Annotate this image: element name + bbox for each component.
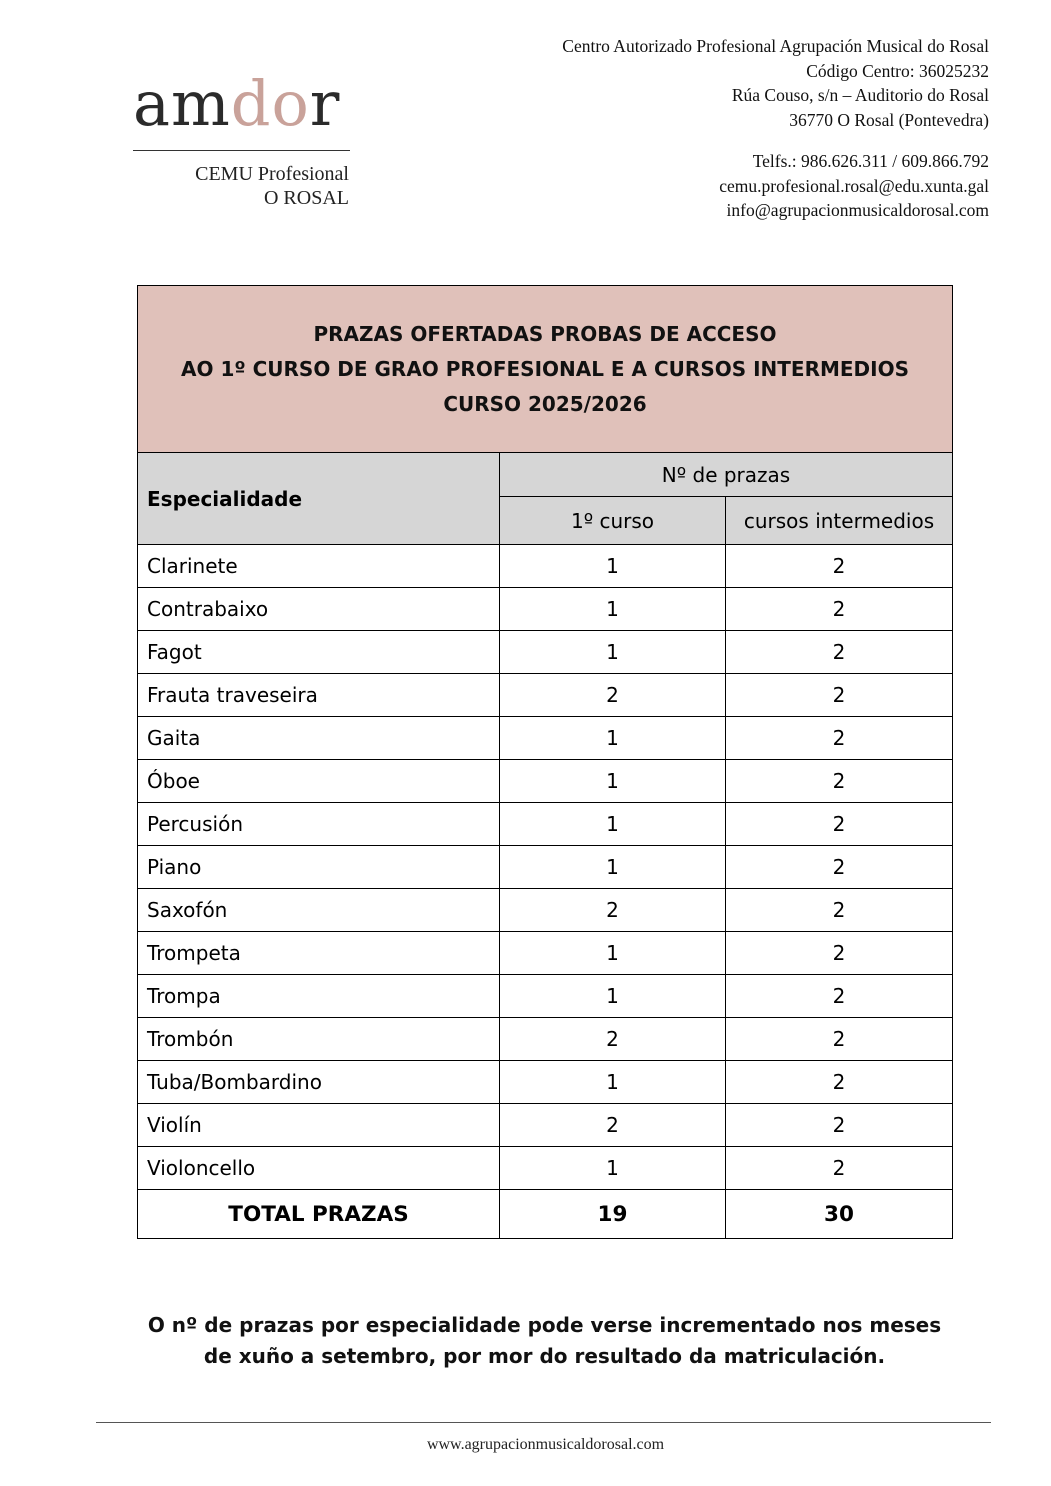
cell-intermediate: 2	[726, 975, 953, 1018]
table-row	[138, 975, 953, 1018]
column-header-first-course: 1º curso	[500, 497, 726, 545]
note	[137, 1310, 952, 1372]
cell-intermediate: 2	[726, 1018, 953, 1061]
column-header-specialty: Especialidade	[138, 453, 500, 545]
table-row	[138, 760, 953, 803]
cell-intermediate: 2	[726, 588, 953, 631]
cell-intermediate: 2	[726, 717, 953, 760]
total-intermediate: 30	[726, 1190, 953, 1239]
table-title-line3: CURSO 2025/2026	[443, 391, 647, 416]
address-line3: Rúa Couso, s/n – Auditorio do Rosal	[731, 85, 989, 105]
column-header-places: Nº de prazas	[500, 453, 953, 497]
footer-divider	[96, 1422, 991, 1423]
cell-intermediate: 2	[726, 760, 953, 803]
cell-specialty: Tuba/Bombardino	[138, 1061, 500, 1104]
cell-specialty: Contrabaixo	[138, 588, 500, 631]
cell-specialty: Trombón	[138, 1018, 500, 1061]
table-title	[138, 286, 953, 453]
table-row	[138, 1147, 953, 1190]
cell-intermediate: 2	[726, 803, 953, 846]
cell-intermediate: 2	[726, 674, 953, 717]
address-phones: Telfs.: 986.626.311 / 609.866.792	[752, 151, 989, 171]
cell-first-course: 1	[500, 1147, 726, 1190]
total-label: TOTAL PRAZAS	[138, 1190, 500, 1239]
cell-specialty: Clarinete	[138, 545, 500, 588]
cell-first-course: 1	[500, 975, 726, 1018]
address-email1: cemu.profesional.rosal@edu.xunta.gal	[719, 175, 989, 196]
cell-first-course: 1	[500, 588, 726, 631]
table-row	[138, 889, 953, 932]
note-line1: O nº de prazas por especialidade pode verse incrementado nos meses	[147, 1313, 942, 1337]
cell-intermediate: 2	[726, 846, 953, 889]
table-row	[138, 717, 953, 760]
cell-intermediate: 2	[726, 545, 953, 588]
cell-specialty: Saxofón	[138, 889, 500, 932]
total-first-course: 19	[500, 1190, 726, 1239]
logo-wordmark	[133, 68, 363, 140]
cell-specialty: Piano	[138, 846, 500, 889]
logo-word-accent: do	[230, 67, 310, 140]
cell-intermediate: 2	[726, 631, 953, 674]
cell-specialty: Trompa	[138, 975, 500, 1018]
cell-intermediate: 2	[726, 1104, 953, 1147]
cell-first-course: 1	[500, 717, 726, 760]
table-title-line1: PRAZAS OFERTADAS PROBAS DE ACCESO	[313, 321, 777, 346]
table-total-row	[138, 1190, 953, 1239]
cell-intermediate: 2	[726, 1061, 953, 1104]
cell-first-course: 1	[500, 846, 726, 889]
logo-subtitle-line1: CEMU Profesional	[195, 163, 349, 185]
table-row	[138, 932, 953, 975]
cell-specialty: Fagot	[138, 631, 500, 674]
cell-specialty: Gaita	[138, 717, 500, 760]
table-row	[138, 803, 953, 846]
cell-first-course: 2	[500, 674, 726, 717]
cell-first-course: 1	[500, 545, 726, 588]
column-header-intermediate: cursos intermedios	[726, 497, 953, 545]
cell-intermediate: 2	[726, 889, 953, 932]
cell-intermediate: 2	[726, 932, 953, 975]
table-title-row	[138, 286, 953, 453]
table-row	[138, 1018, 953, 1061]
address-line4: 36770 O Rosal (Pontevedra)	[789, 109, 989, 130]
table-row	[138, 631, 953, 674]
cell-specialty: Frauta traveseira	[138, 674, 500, 717]
cell-first-course: 1	[500, 932, 726, 975]
table-title-line2: AO 1º CURSO DE GRAO PROFESIONAL E A CURSOS INTERMEDIOS	[181, 356, 909, 381]
cell-specialty: Óboe	[138, 760, 500, 803]
cell-first-course: 1	[500, 803, 726, 846]
cell-first-course: 1	[500, 631, 726, 674]
cell-specialty: Violín	[138, 1104, 500, 1147]
cell-first-course: 2	[500, 1104, 726, 1147]
note-line2: de xuño a setembro, por mor do resultado da matriculación.	[203, 1344, 886, 1368]
cell-specialty: Percusión	[138, 803, 500, 846]
cell-specialty: Trompeta	[138, 932, 500, 975]
cell-intermediate: 2	[726, 1147, 953, 1190]
address-block	[562, 34, 989, 223]
cell-first-course: 2	[500, 1018, 726, 1061]
logo-word-post: r	[309, 67, 341, 140]
table-header-row	[138, 453, 953, 497]
address-line2: Código Centro: 36025232	[806, 60, 989, 81]
table-row	[138, 674, 953, 717]
table-row	[138, 1104, 953, 1147]
table-row	[138, 1061, 953, 1104]
logo-subtitle-line2: O ROSAL	[263, 187, 349, 209]
footer-website: www.agrupacionmusicaldorosal.com	[426, 1436, 665, 1453]
places-table	[137, 285, 953, 1239]
logo	[133, 67, 363, 209]
cell-first-course: 1	[500, 1061, 726, 1104]
cell-first-course: 2	[500, 889, 726, 932]
cell-specialty: Violoncello	[138, 1147, 500, 1190]
logo-divider	[133, 150, 350, 151]
cell-first-course: 1	[500, 760, 726, 803]
table-row	[138, 846, 953, 889]
table-row	[138, 545, 953, 588]
address-gap	[562, 132, 989, 149]
address-line1: Centro Autorizado Profesional Agrupación Musical do Rosal	[562, 36, 989, 56]
logo-word-pre: am	[133, 67, 231, 140]
logo-subtitle	[195, 162, 349, 210]
table-row	[138, 588, 953, 631]
address-email2: info@agrupacionmusicaldorosal.com	[726, 200, 989, 220]
